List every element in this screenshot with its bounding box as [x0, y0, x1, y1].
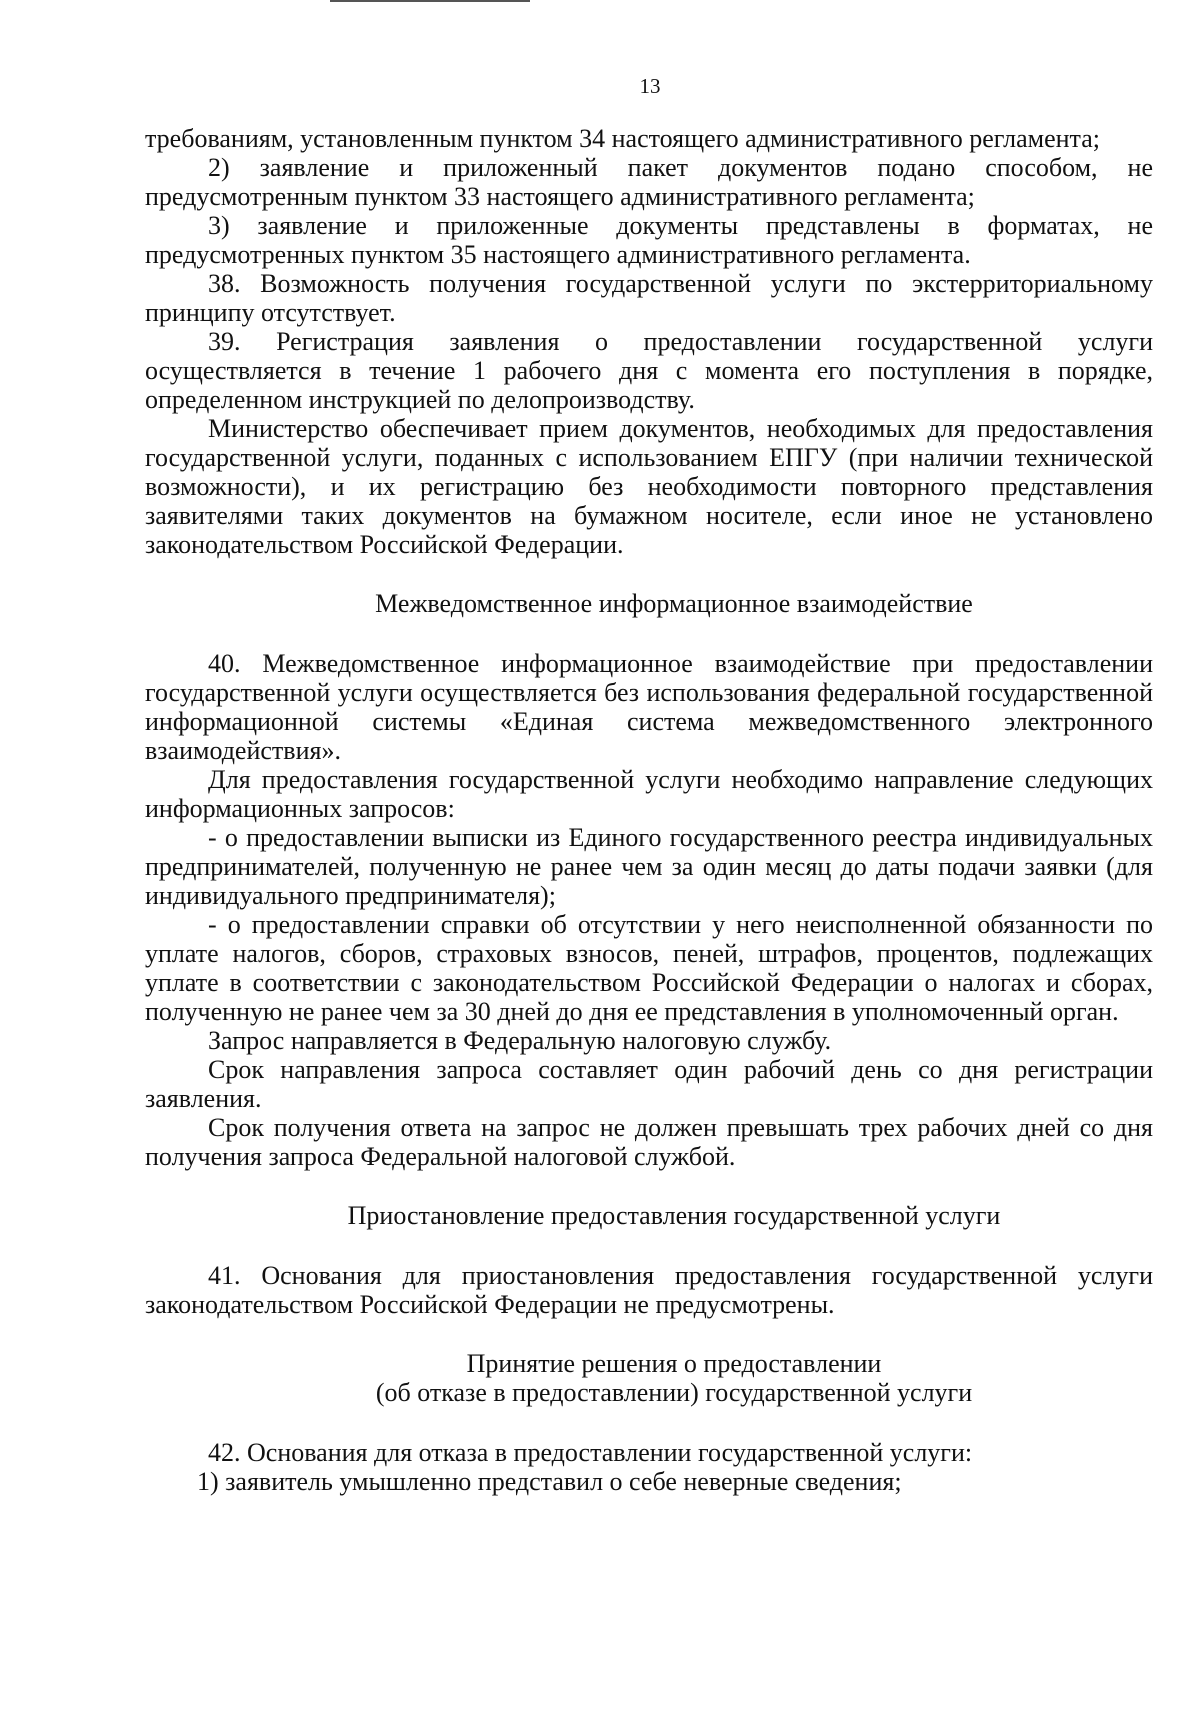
scan-edge-line: [330, 0, 530, 2]
paragraph: требованиям, установленным пунктом 34 настоящего административного регламента;: [145, 124, 1100, 153]
list-item: - о предоставлении выписки из Единого государственного реестра индивидуальных предпринимателей, полученную не ранее чем за один месяц до даты подачи заявки (для индивидуального предпринимателя);: [145, 823, 1153, 910]
document-body: [145, 124, 1153, 1496]
list-item: 1) заявитель умышленно представил о себе неверные сведения;: [197, 1467, 902, 1496]
paragraph: Для предоставления государственной услуги необходимо направление следующих информационных запросов:: [145, 765, 1153, 823]
page-number: 13: [639, 74, 661, 98]
paragraph: Министерство обеспечивает прием документов, необходимых для предоставления государственной услуги, поданных с использованием ЕПГУ (при наличии технической возможности), и их регистрацию без необходимости повторного представления заявителями таких документов на бумажном носителе, если иное не установлено законодательством Российской Федерации.: [145, 414, 1153, 559]
paragraph-39: 39. Регистрация заявления о предоставлении государственной услуги осуществляется в течение 1 рабочего дня с момента его поступления в порядке, определенном инструкцией по делопроизводству.: [145, 327, 1153, 414]
list-item: - о предоставлении справки об отсутствии у него неисполненной обязанности по уплате налогов, сборов, страховых взносов, пеней, штрафов, процентов, подлежащих уплате в соответствии с законодательством Российской Федерации о налогах и сборах, полученную не ранее чем за 30 дней до дня ее представления в уполномоченный орган.: [145, 910, 1153, 1026]
list-item: 3) заявление и приложенные документы представлены в форматах, не предусмотренных пунктом 35 настоящего административного регламента.: [145, 211, 1153, 269]
section-heading-line-1: Принятие решения о предоставлении: [466, 1349, 882, 1378]
section-heading: Межведомственное информационное взаимодействие: [375, 589, 973, 618]
list-item: 2) заявление и приложенный пакет документов подано способом, не предусмотренным пунктом 33 настоящего административного регламента;: [145, 153, 1153, 211]
paragraph: Запрос направляется в Федеральную налоговую службу.: [208, 1026, 832, 1055]
paragraph-42: 42. Основания для отказа в предоставлении государственной услуги:: [208, 1438, 973, 1467]
section-heading-line-2: (об отказе в предоставлении) государственной услуги: [375, 1378, 973, 1407]
paragraph: Срок направления запроса составляет один рабочий день со дня регистрации заявления.: [145, 1055, 1153, 1113]
paragraph-38: 38. Возможность получения государственной услуги по экстерриториальному принципу отсутствует.: [145, 269, 1153, 327]
paragraph-40: 40. Межведомственное информационное взаимодействие при предоставлении государственной услуги осуществляется без использования федеральной государственной информационной системы «Единая система межведомственного электронного взаимодействия».: [145, 649, 1153, 765]
paragraph: Срок получения ответа на запрос не должен превышать трех рабочих дней со дня получения запроса Федеральной налоговой службой.: [145, 1113, 1153, 1171]
section-heading: Приостановление предоставления государственной услуги: [347, 1201, 1001, 1230]
paragraph-41: 41. Основания для приостановления предоставления государственной услуги законодательством Российской Федерации не предусмотрены.: [145, 1261, 1153, 1319]
